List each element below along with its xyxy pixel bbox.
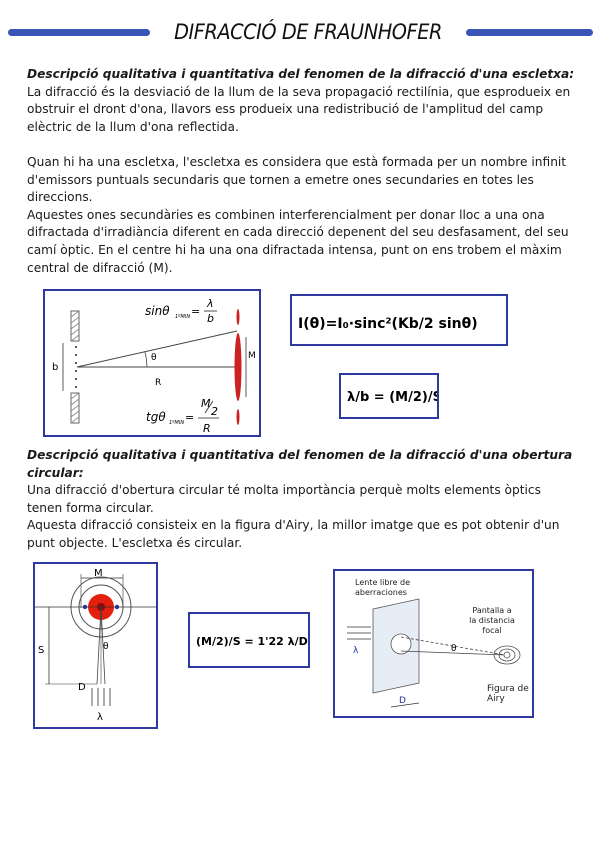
section-slit-paragraph-1: La difracció és la desviació de la llum de la seva propagació rectilínia, que esprodueix en obstruir el dront d'ona, llavors ess produeix una redistribució de l'amplitud del camp elèctric de la llum d'ona reflectida.	[27, 84, 571, 134]
formula-slit-ratio: λ/b = (M/2)/S	[347, 390, 437, 405]
lens-diagram	[333, 569, 534, 718]
eq-tg-lhs: tgθ	[146, 410, 166, 424]
slit-label-M: M	[248, 351, 256, 361]
formula-intensity-svg	[292, 296, 506, 344]
eq-tg-den: R	[203, 422, 211, 435]
formula-intensity-box	[290, 294, 508, 346]
eq-sin-sub: 1ºMIN	[175, 314, 191, 320]
ray-first-min	[77, 331, 237, 367]
formula-slit-ratio-svg	[341, 375, 437, 417]
slit-emitter-dots	[75, 346, 77, 388]
lens-label: Lente libre de aberraciones	[355, 578, 411, 597]
secondary-maximum-bottom	[237, 409, 240, 425]
secondary-maximum-top	[237, 309, 240, 325]
slit-label-b: b	[52, 362, 59, 373]
eq-tg-num2: 2	[211, 405, 218, 418]
lens-label-D: D	[399, 696, 406, 706]
screen-airy-disk	[504, 652, 510, 658]
eq-sin-den: b	[207, 312, 214, 325]
eq-tg-sub: 1ºMIN	[169, 420, 185, 426]
eq-tg-num: M	[201, 397, 211, 410]
section-circular-paragraph-2: Aquesta difracció consisteix en la figura d'Airy, la millor imatge que es pot obtenir d'un punt objecte. L'escletxa és circular.	[27, 518, 560, 550]
central-maximum	[235, 333, 242, 401]
eq-sin-num: λ	[207, 297, 214, 310]
title-bar	[8, 20, 593, 46]
page-title: DIFRACCIÓ DE FRAUNHOFER	[174, 20, 442, 44]
formula-intensity: I(θ)=I₀·sinc²(Kb/2 sinθ)	[298, 316, 478, 332]
airy-label-M: M	[94, 568, 103, 579]
slit-label-theta: θ	[151, 353, 157, 363]
section-slit-heading: Descripció qualitativa i quantitativa del fenomen de la difracció d'una escletxa:	[27, 67, 575, 81]
screen-label: Pantalla a la distancia focal	[469, 606, 515, 635]
svg-text:=: =	[185, 411, 195, 424]
slit-diagram	[43, 289, 261, 437]
incoming-light-arrows	[92, 688, 110, 706]
formula-circular: (M/2)/S = 1'22 λ/D	[196, 635, 308, 648]
airy-label-lambda: λ	[97, 712, 103, 723]
slit-diagram-svg	[45, 291, 259, 435]
formula-circular-svg	[190, 614, 308, 666]
section-circular	[27, 447, 575, 553]
section-slit-paragraph-3: Aquestes ones secundàries es combinen interferencialment per donar lloc a una ona difractada d'irradiància diferent en cada direcció depenent del seu desfasament, del seu camí òptic. En el centre hi ha una ona difractada intensa, punt on ens trobem el màxim central de difracció (M).	[27, 207, 569, 275]
airy-diagram	[33, 562, 158, 729]
title-rule-right	[466, 29, 593, 36]
eq-tg	[146, 397, 219, 435]
svg-text:=: =	[191, 305, 201, 318]
lens-diagram-svg	[335, 571, 532, 716]
airy-diagram-svg	[35, 564, 156, 727]
airy-label-S: S	[38, 645, 45, 656]
lens-label-lambda: λ	[353, 646, 359, 656]
formula-circular-box	[188, 612, 310, 668]
theta-arc	[145, 352, 147, 367]
formula-slit-ratio-box	[339, 373, 439, 419]
airy-figure-label: Figura de Airy	[487, 684, 529, 704]
incoming-rays	[347, 627, 371, 639]
eq-sin-lhs: sinθ	[145, 304, 170, 318]
section-circular-heading: Descripció qualitativa i quantitativa del fenomen de la difracció d'una obertura circular:	[27, 448, 573, 480]
section-circular-paragraph-1: Una difracció d'obertura circular té molta importància perquè molts elements òptics tenen forma circular.	[27, 483, 541, 515]
section-slit-paragraph-2: Quan hi ha una escletxa, l'escletxa es considera que està formada per un nombre infinit d'emissors puntuals secundaris que tornen a emetre ones secundaries en totes les direccions.	[27, 154, 567, 205]
eq-sin	[145, 297, 217, 325]
section-slit	[27, 66, 575, 277]
slit-label-R: R	[155, 378, 162, 388]
airy-label-D: D	[78, 682, 86, 693]
airy-label-theta: θ	[103, 642, 109, 652]
title-rule-left	[8, 29, 150, 36]
lens-label-theta: θ	[451, 644, 457, 654]
